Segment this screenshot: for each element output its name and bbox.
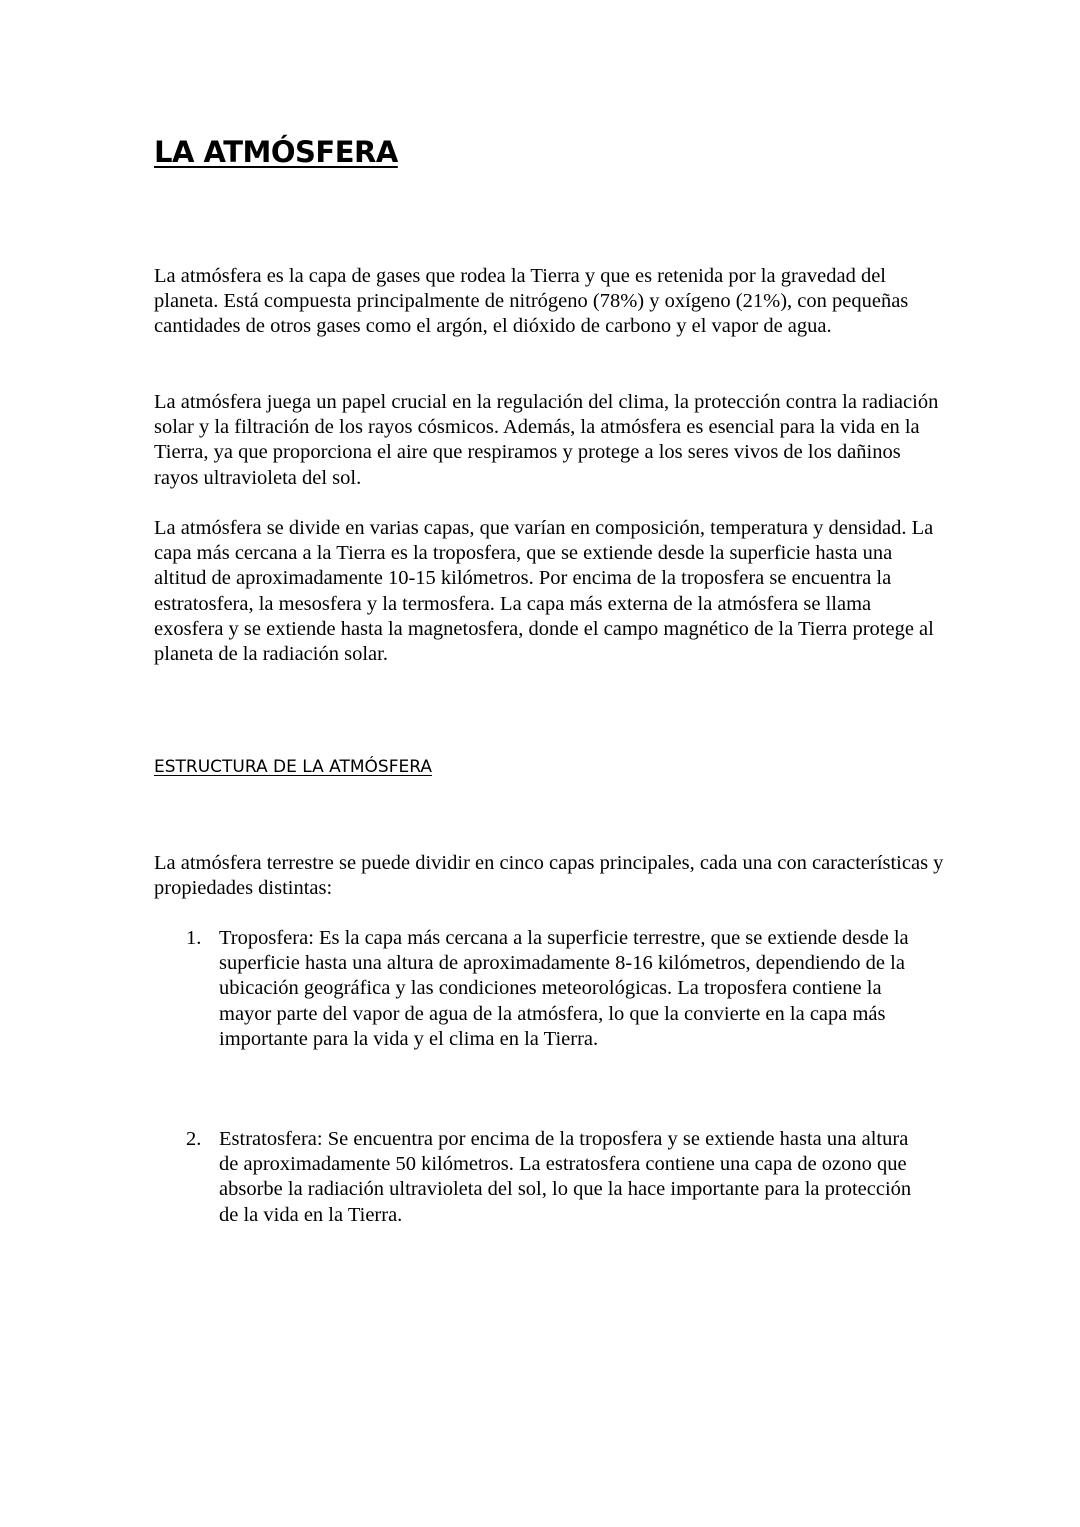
list-item-text: Troposfera: Es la capa más cercana a la superficie terrestre, que se extiende desde la superficie hasta una altura de aproximadamente 8-16 kilómetros, dependiendo de la ubicación geográfica y las condiciones meteorológicas. La troposfera contiene la mayor parte del vapor de agua de la atmósfera, lo que la convierte en la capa más importante para la vida y el clima en la Tierra. — [219, 927, 909, 1050]
list-item-number: 1. — [186, 927, 202, 949]
list-item-text: Estratosfera: Se encuentra por encima de la troposfera y se extiende hasta una altura de aproximadamente 50 kilómetros. La estratosfera contiene una capa de ozono que absorbe la radiación ultravioleta del sol, lo que la hace importante para la protección de la vida en la Tierra. — [219, 1128, 912, 1226]
paragraph-composition: La atmósfera es la capa de gases que rodea la Tierra y que es retenida por la gravedad del planeta. Está compuesta principalmente de nitrógeno (78%) y oxígeno (21%), con pequeñas cantidades de otros gases como el argón, el dióxido de carbono y el vapor de agua. — [154, 265, 909, 338]
paragraph-importance: La atmósfera juega un papel crucial en la regulación del clima, la protección contra la radiación solar y la filtración de los rayos cósmicos. Además, la atmósfera es esencial para la vida en la Tierra, ya que proporciona el aire que respiramos y protege a los seres vivos de los dañinos rayos ultravioleta del sol. — [154, 391, 939, 489]
list-item-estratosfera — [186, 1127, 926, 1228]
list-item-troposfera — [186, 926, 926, 1052]
page-title: LA ATMÓSFERA — [154, 135, 398, 169]
section-intro: La atmósfera terrestre se puede dividir en cinco capas principales, cada una con características y propiedades distintas: — [154, 852, 944, 900]
section-heading: ESTRUCTURA DE LA ATMÓSFERA — [154, 757, 432, 777]
paragraph-layers: La atmósfera se divide en varias capas, que varían en composición, temperatura y densidad. La capa más cercana a la Tierra es la troposfera, que se extiende desde la superficie hasta una altitud de aproximadamente 10-15 kilómetros. Por encima de la troposfera se encuentra la estratosfera, la mesosfera y la termosfera. La capa más externa de la atmósfera se llama exosfera y se extiende hasta la magnetosfera, donde el campo magnético de la Tierra protege al planeta de la radiación solar. — [154, 517, 934, 666]
list-item-number: 2. — [186, 1128, 202, 1150]
